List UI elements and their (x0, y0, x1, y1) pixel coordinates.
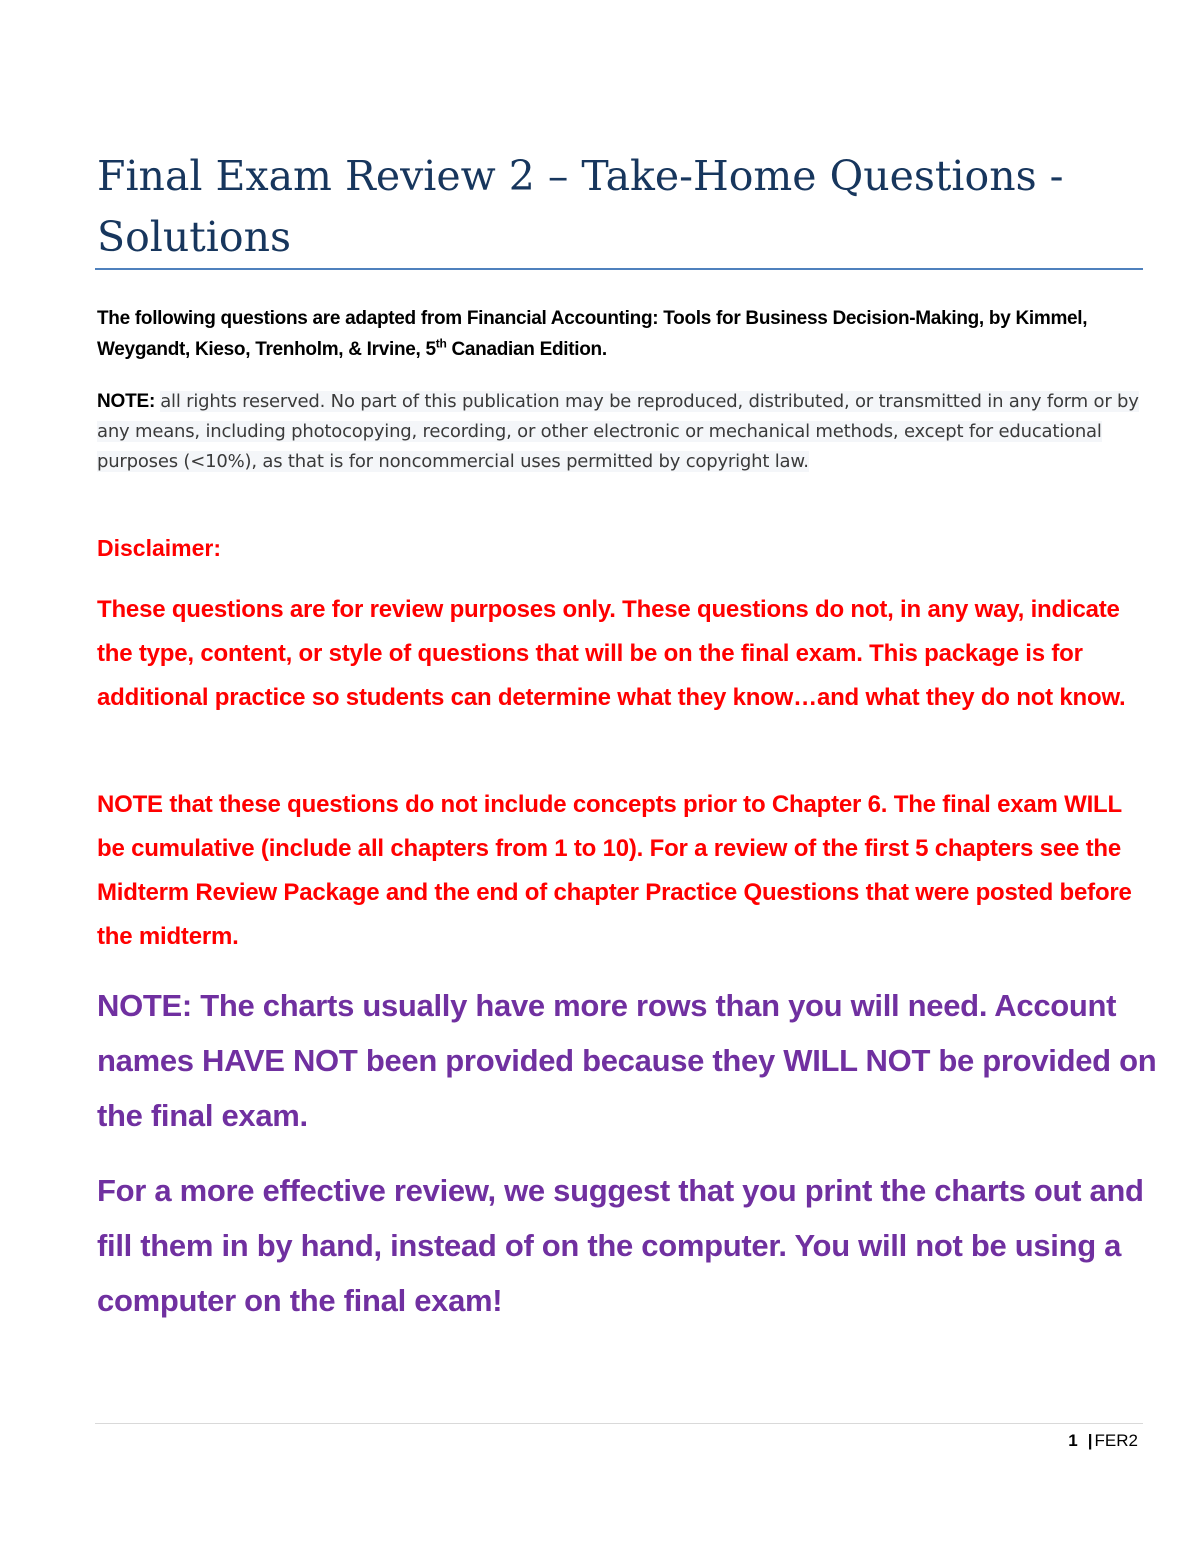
disclaimer-paragraph-cumulative-exam: NOTE that these questions do not include concepts prior to Chapter 6. The final exam WILL be cumulative (include all chapters from 1 to 10). For a review of the first 5 chapters see the Midterm Review Package and the end of chapter Practice Questions that were posted before the midterm. (97, 791, 1132, 950)
source-attribution-text: The following questions are adapted from Financial Accounting: Tools for Business Decision-Making, by Kimmel, Weygandt, Kieso, Trenholm, & Irvine, 5 (97, 308, 1088, 360)
page-footer (1068, 1428, 1138, 1454)
title-underline (95, 268, 1143, 270)
document-code: FER2 (1094, 1431, 1138, 1450)
disclaimer-heading: Disclaimer: (97, 535, 222, 561)
copyright-note-label: NOTE: (97, 391, 156, 412)
copyright-note-body: all rights reserved. No part of this publication may be reproduced, distributed, or transmitted in any form or by any means, including photocopying, recording, or other electronic or mechanical methods, except for educational purposes (<10%), as that is for noncommercial uses permitted by copyright law. (97, 391, 1139, 472)
copyright-note (97, 387, 1147, 477)
page-number: 1 (1068, 1431, 1078, 1450)
print-charts-advice-paragraph: For a more effective review, we suggest that you print the charts out and fill them in by hand, instead of on the computer. You will not be using a computer on the final exam! (97, 1173, 1144, 1318)
disclaimer-paragraph-review-purposes: These questions are for review purposes only. These questions do not, in any way, indicate the type, content, or style of questions that will be on the final exam. This package is for additional practice so students can determine what they know…and what they do not know. (97, 596, 1126, 711)
charts-note-paragraph: NOTE: The charts usually have more rows than you will need. Account names HAVE NOT been provided because they WILL NOT be provided on the final exam. (97, 988, 1157, 1133)
document-title: Final Exam Review 2 – Take-Home Questions - Solutions (97, 152, 1064, 261)
edition-superscript: th (435, 336, 447, 351)
footer-separator: | (1087, 1431, 1093, 1450)
footer-divider (95, 1423, 1143, 1424)
source-attribution-edition: Canadian Edition. (446, 339, 607, 360)
source-attribution (97, 303, 1147, 365)
